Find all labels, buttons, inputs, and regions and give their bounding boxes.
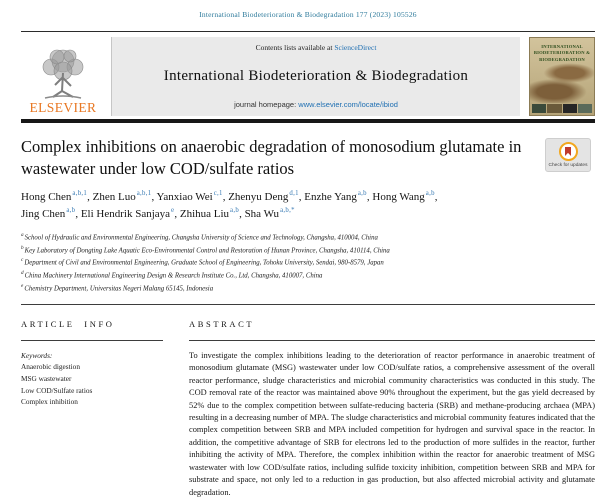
cover-thumbnails — [532, 104, 592, 113]
journal-citation: International Biodeterioration & Biodegradation 177 (2023) 105526 — [199, 10, 417, 19]
badge-label: Check for updates — [548, 163, 588, 168]
sciencedirect-link[interactable]: ScienceDirect — [334, 43, 377, 52]
cover-image — [530, 63, 594, 103]
homepage-line — [116, 100, 516, 109]
cover-thumb — [547, 104, 561, 113]
author: Zhen Luo$^{a,b,1}$, — [92, 189, 157, 203]
header-bottom-divider — [21, 119, 595, 123]
author: Jing Chen$^{a,b}$, — [21, 207, 81, 221]
author: Zhihua Liu$^{a,b}$, — [179, 207, 245, 221]
affiliation-line: $^a$School of Hydraulic and Environmental Engineering, Changsha University of Science and Technology, Changsha, 410004, China — [21, 231, 378, 241]
journal-cover-thumbnail[interactable] — [529, 37, 595, 116]
keyword: Complex inhibition — [21, 397, 78, 407]
author: Hong Wang$^{a,b}$, — [372, 189, 438, 203]
elsevier-tree-icon — [35, 47, 91, 101]
cover-thumb — [578, 104, 592, 113]
affiliation-line: $^b$Key Laboratory of Dongting Lake Aquatic Eco-Environmental Control and Restoration of Hunan Province, Changsha, 410114, China — [21, 244, 390, 254]
contents-prefix-text: Contents lists available at — [255, 43, 335, 52]
keyword: MSG wastewater — [21, 374, 72, 384]
cover-thumb — [563, 104, 577, 113]
journal-homepage-link[interactable]: www.elsevier.com/locate/ibiod — [298, 100, 398, 109]
abstract-heading: ABSTRACT — [189, 319, 595, 341]
keyword: Anaerobic digestion — [21, 362, 80, 372]
contents-line — [116, 43, 516, 52]
author: Eli Hendrik Sanjaya$^e$, — [80, 207, 180, 221]
affiliation-line: $^c$Department of Civil and Environmental Engineering, Graduate School of Engineering, Tohoku University, Sendai, 980-8579, Japan — [21, 257, 384, 267]
journal-banner — [111, 37, 520, 116]
keywords-list — [21, 361, 163, 408]
affiliation-line: $^d$China Machinery International Engineering Design & Research Institute Co., Ltd, Changsha, 410007, China — [21, 270, 323, 280]
article-info-heading: ARTICLE INFO — [21, 319, 163, 341]
author: Hong Chen$^{a,b,1}$, — [21, 189, 93, 203]
author: Yanxiao Wei$^{c,1}$, — [156, 189, 229, 203]
cover-title: INTERNATIONAL BIODETERIORATION & BIODEGRADATION — [533, 44, 591, 62]
author: Enzhe Yang$^{a,b}$, — [304, 189, 373, 203]
section-divider — [21, 304, 595, 305]
journal-header — [21, 37, 595, 116]
affiliations — [21, 231, 595, 295]
elsevier-wordmark: ELSEVIER — [29, 99, 97, 115]
abstract-section — [189, 319, 595, 499]
bookmark-icon — [565, 147, 571, 156]
info-abstract-columns — [21, 319, 595, 499]
author-list — [21, 189, 455, 224]
check-updates-icon — [559, 142, 578, 161]
elsevier-logo[interactable] — [21, 37, 111, 116]
author: Sha $Wu^{a,b,*}$ — [244, 207, 295, 221]
check-for-updates-badge[interactable] — [545, 138, 591, 172]
affiliation-line: $^e$Chemistry Department, Universitas Negeri Malang 65145, Indonesia — [21, 282, 214, 293]
abstract-text: To investigate the complex inhibitions leading to the deterioration of reactor performance in anaerobic treatment of monosodium glutamate (MSG) wastewater under low COD/sulfate ratios, a comprehensive assessment of the overall reactor performance, sludge characteristics and microbial community characteristics was conducted in this study. The COD removal rate of the reactor was maintained above 90% throughout the experiment, but the gas yield decreased by 52% due to the complex competition between sulfate-reducing bacteria (SRB) and methane-producing archaea (MPA) resulting in a decreasing number of MPA. The sludge characteristics and microbial community features indicated that the complex competition between SRB and MPA included competition for hydrogen and survival space in the reactor. In addition, the competitive advantage of SRB for electrons led to the production of more sulfides in the reactor, further inhibiting the activity of MPA. Therefore, the complex inhibition within the reactor for anaerobic treatment of MSG wastewater with low COD/sulfate ratios, including sulfide toxicity inhibition, competition between SRB and MPA for substrate and space, not only led to a reduction in gas production, but also affected microbial activity and glutamate degradation. — [189, 350, 595, 497]
title-row — [21, 136, 595, 181]
author: Zhenyu Deng$^{d,1}$, — [228, 189, 305, 203]
cover-thumb — [532, 104, 546, 113]
article-info-section — [21, 319, 163, 499]
keyword: Low COD/Sulfate ratios — [21, 385, 93, 395]
journal-title: International Biodeterioration & Biodegradation — [163, 67, 469, 84]
homepage-prefix-text: journal homepage: — [234, 100, 299, 109]
article-title: Complex inhibitions on anaerobic degradation of monosodium glutamate in wastewater under low COD/sulfate ratios — [21, 137, 522, 179]
keywords-label: Keywords: — [21, 350, 53, 360]
header-top-divider — [21, 31, 595, 32]
